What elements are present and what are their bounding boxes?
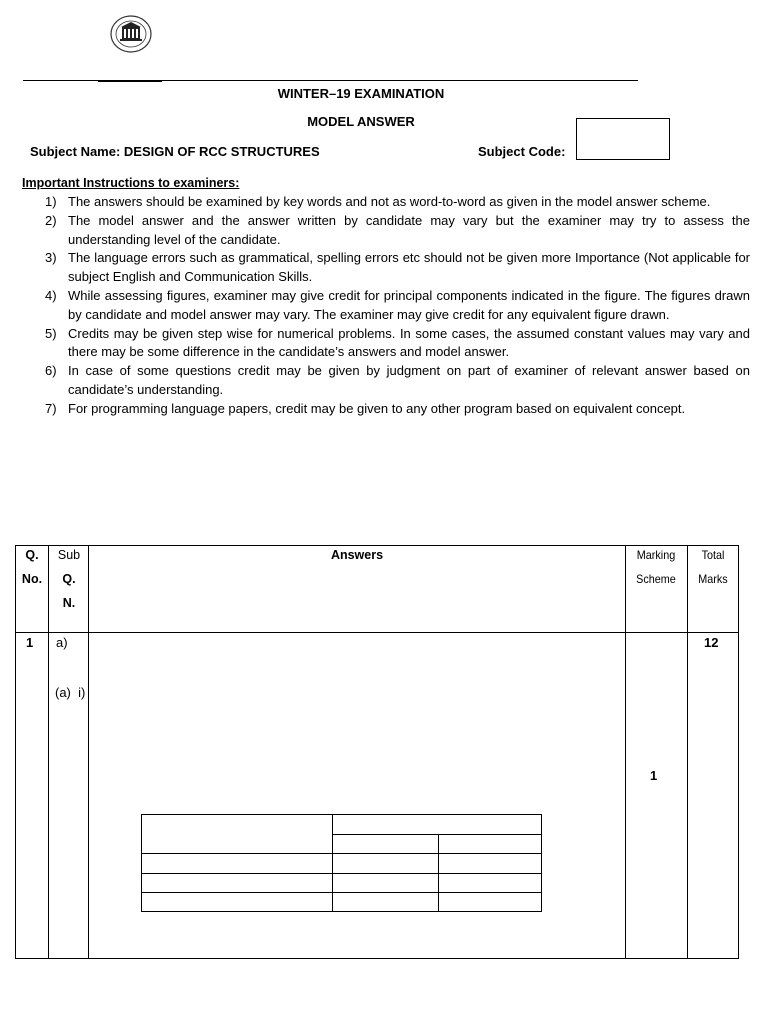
instructions-heading: Important Instructions to examiners: — [22, 176, 240, 190]
header-q-no: Q. No. — [21, 548, 43, 586]
cell-marking: 1 — [650, 768, 658, 783]
table-divider — [625, 546, 626, 958]
instruction-item: 5) Credits may be given step wise for numerical problems. In some cases, the assumed constant values may vary and there may be some difference in the candidate’s answers and model answer. — [45, 325, 750, 360]
header-answers: Answers — [330, 548, 384, 562]
subject-code-label: Subject Code: — [478, 144, 566, 159]
header-rule-short — [98, 81, 162, 82]
exam-title: WINTER–19 EXAMINATION — [277, 86, 445, 101]
table-header-divider — [16, 632, 738, 633]
inner-table-divider — [332, 815, 333, 911]
instruction-item: 4) While assessing figures, examiner may give credit for principal components indicated in the figure. The figures drawn by candidate and model answer may vary. The examiner may give credit for any equivalent figure drawn. — [45, 287, 750, 322]
inner-table-divider — [142, 873, 541, 874]
subject-name: Subject Name: DESIGN OF RCC STRUCTURES — [30, 144, 320, 159]
cell-sub-q-detail: (a) i) — [55, 685, 86, 700]
table-divider — [687, 546, 688, 958]
institution-logo — [109, 14, 153, 54]
instruction-item: 3) The language errors such as grammatical, spelling errors etc should not be given more Importance (Not applicable for subject English and Communication Skills. — [45, 250, 750, 285]
subject-code-box — [576, 118, 670, 160]
inner-table-divider — [142, 892, 541, 893]
header-marking-scheme: Marking Scheme — [636, 548, 676, 586]
instruction-item: 1) The answers should be examined by key words and not as word-to-word as given in the model answer scheme. — [45, 194, 711, 209]
header-total-marks: Total Marks — [698, 548, 728, 586]
cell-sub-q: a) — [56, 635, 68, 650]
header-sub-q: Sub Q. N. — [57, 548, 81, 610]
instruction-item: 7) For programming language papers, credit may be given to any other program based on equivalent concept. — [45, 400, 686, 416]
cell-q-no: 1 — [26, 635, 34, 650]
doc-type: MODEL ANSWER — [307, 114, 415, 129]
inner-table-divider — [142, 853, 541, 854]
inner-data-table — [141, 814, 542, 912]
instructions-list — [30, 193, 750, 419]
cell-total-marks: 12 — [704, 635, 719, 650]
inner-table-divider — [332, 834, 541, 835]
instruction-item: 2) The model answer and the answer written by candidate may vary but the examiner may try to assess the understanding level of the candidate. — [45, 212, 750, 247]
instruction-item: 6) In case of some questions credit may be given by judgment on part of examiner of relevant answer based on candidate’s understanding. — [45, 363, 750, 397]
